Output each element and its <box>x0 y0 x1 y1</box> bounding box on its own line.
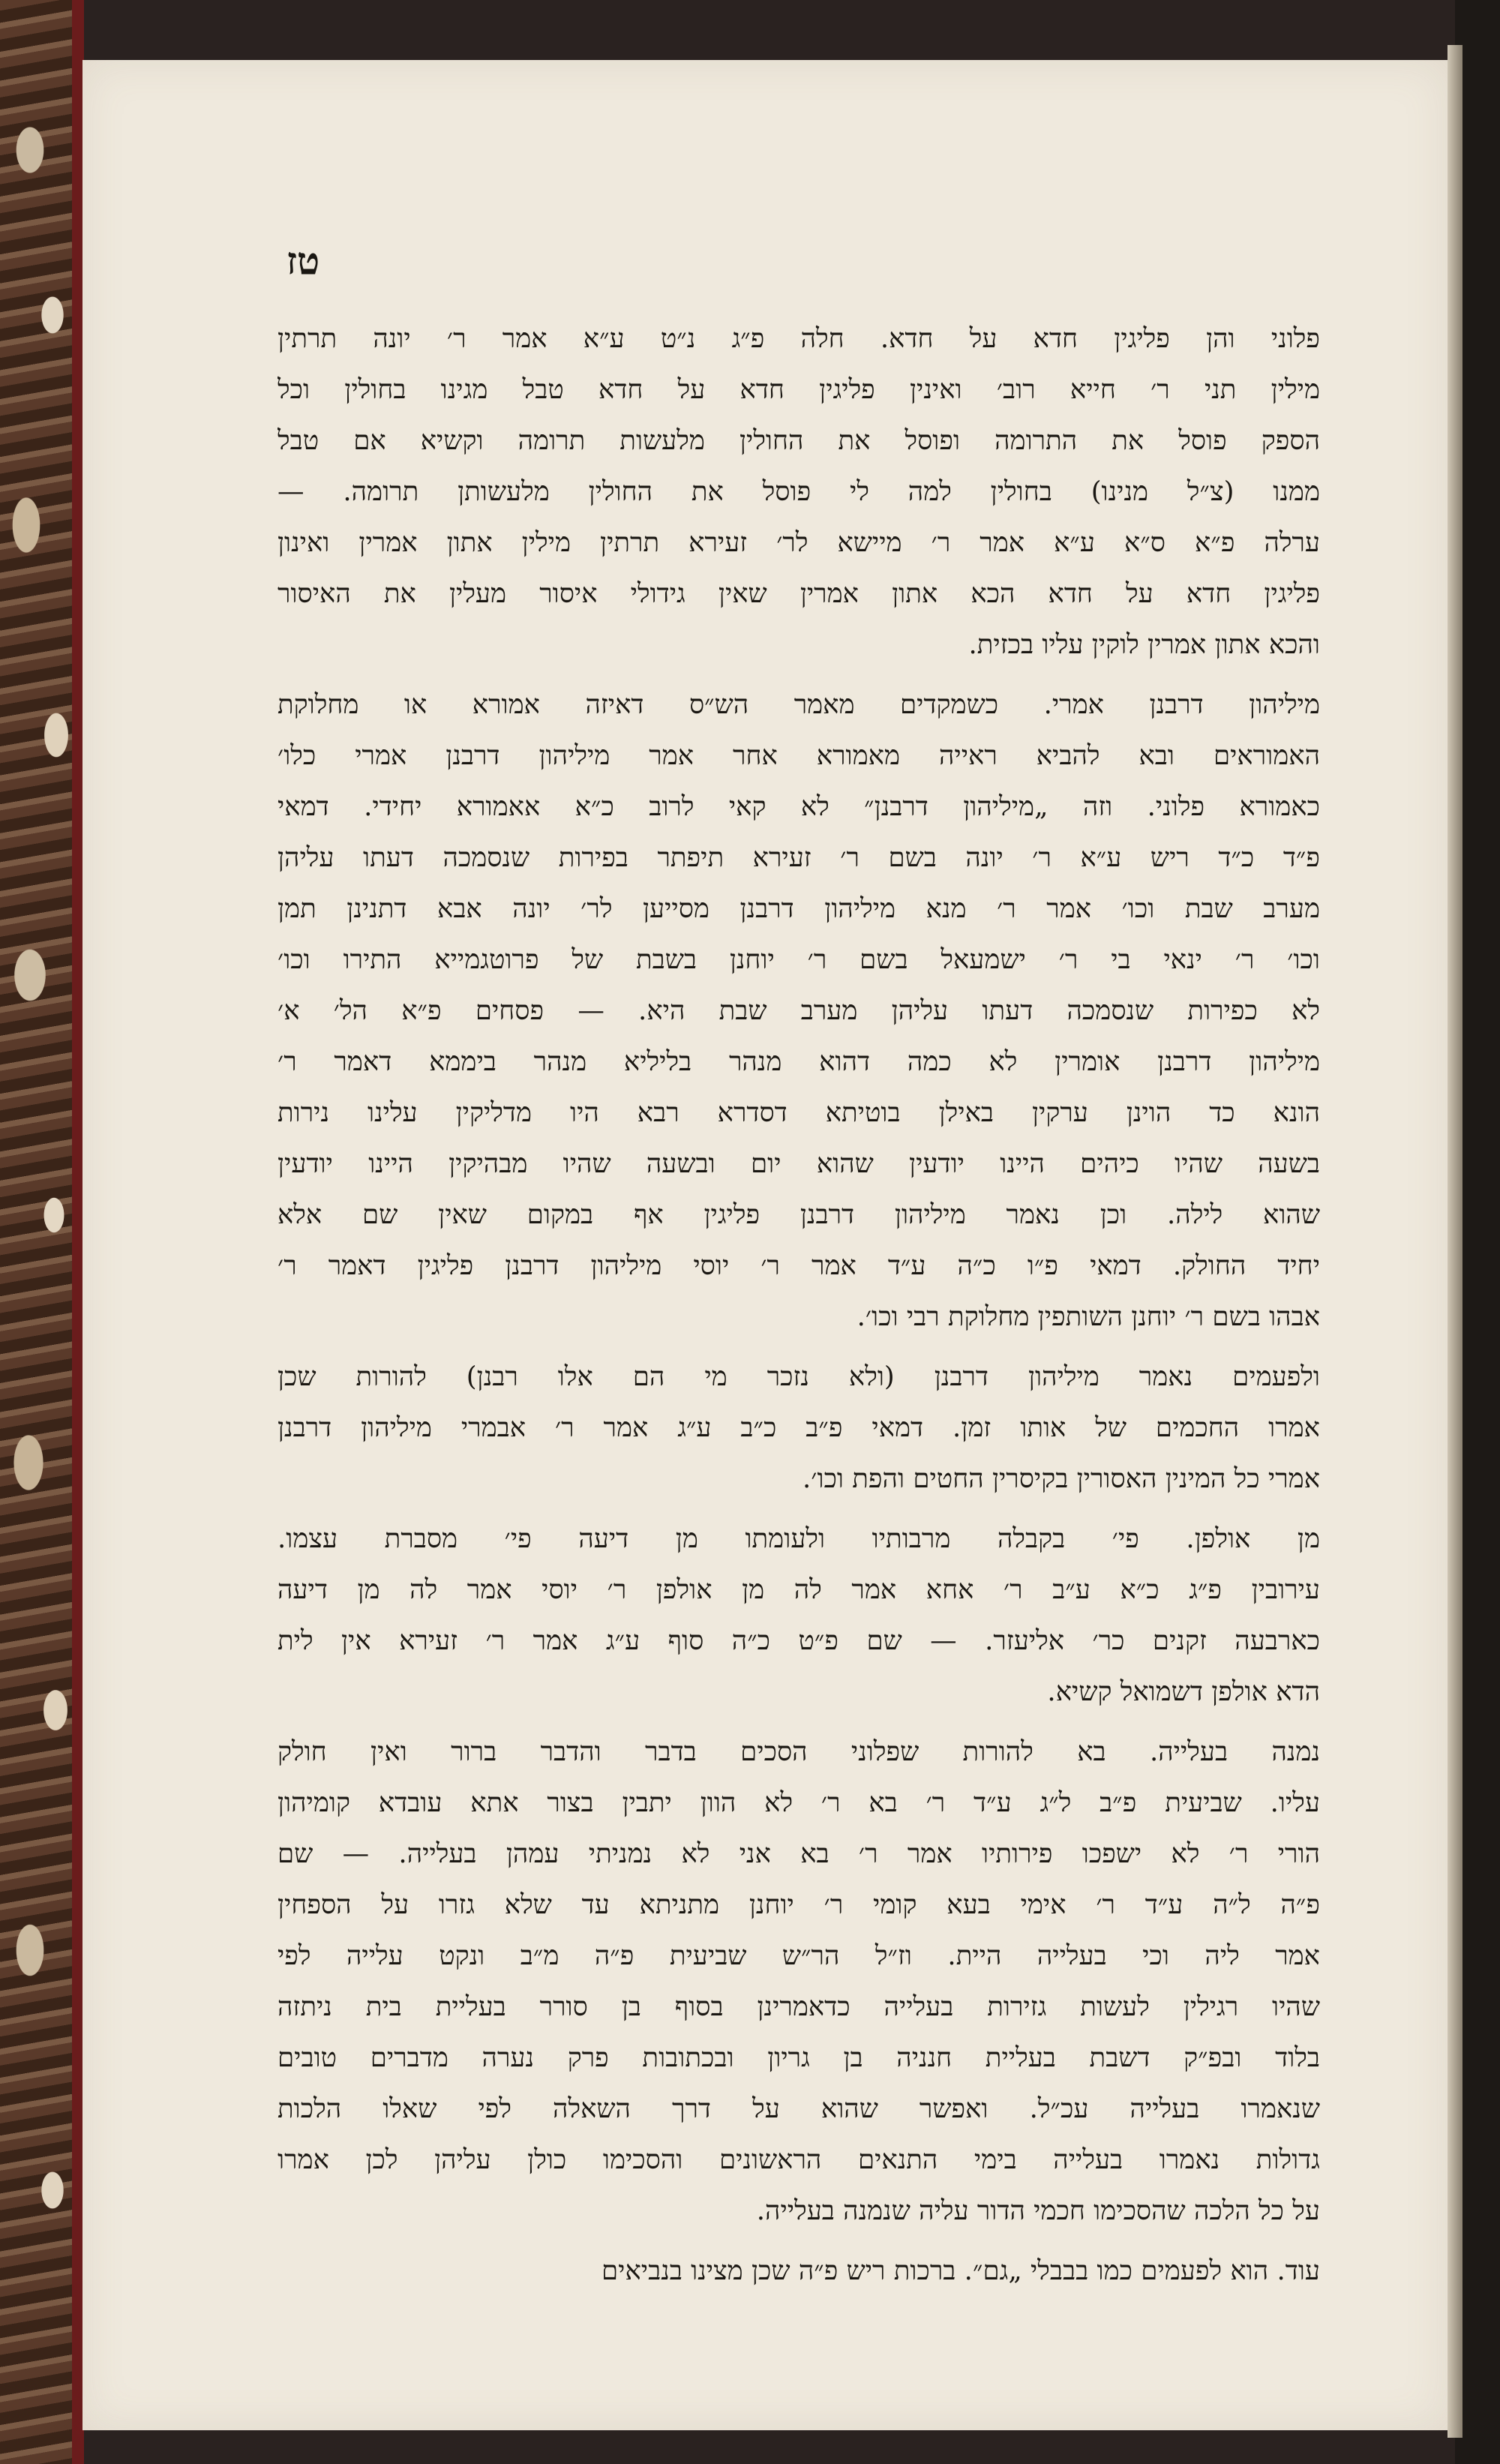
text-line: גדולות נאמרו בעלייה בימי התנאים הראשונים והסכימו כולן עליהן לכן אמרו <box>278 2144 1320 2175</box>
text-line: מיליהון דרבנן אומרין לא כמה דהוא מנהר בליליא מנהר ביממא דאמר ר׳ <box>278 1046 1320 1077</box>
text-line: יחיד החולק. דמאי פ״ו כ״ה ע״ד אמר ר׳ יוסי מיליהון דרבנן פליגין דאמר ר׳ <box>278 1250 1320 1281</box>
text-line: עליו. שביעית פ״ב ל״ג ע״ד ר׳ בא ר׳ לא הוון יתבין בצור אתא עובדא קומיהון <box>278 1787 1320 1818</box>
text-line: פ״ד כ״ד ריש ע״א ר׳ יונה בשם ר׳ זעירא תיפתר בפירות שנסמכה דעתו עליהן <box>278 842 1320 873</box>
text-line: אמרו החכמים של אותו זמן. דמאי פ״ב כ״ב ע״ג אמר ר׳ אבמרי מיליהון דרבנן <box>278 1412 1320 1443</box>
text-line: מיליהון דרבנן אמרי. כשמקדים מאמר הש״ס דאיזה אמורא או מחלוקת <box>278 689 1320 720</box>
paragraph <box>278 1352 1320 1505</box>
text-line: ממנו (צ״ל מנינו) בחולין למה לי פוסל את החולין מלעשותן תרומה. — <box>278 476 1320 507</box>
text-line: עוד. הוא לפעמים כמו בבבלי „גם״. ברכות ריש פ״ה שכן מצינו בנביאים <box>602 2255 1320 2286</box>
text-line: כאמורא פלוני. וזה „מיליהון דרבנן״ לא קאי לרוב כ״א אאמורא יחידי. דמאי <box>278 791 1320 822</box>
text-line: מילין תני ר׳ חייא רוב׳ ואינין פליגין חדא על חדא טבל מגינו בחולין וכל <box>278 374 1320 405</box>
paragraph <box>278 680 1320 1343</box>
paragraph <box>278 1727 1320 2237</box>
page-text <box>278 314 1320 2306</box>
text-line: עירובין פ״ג כ״א ע״ב ר׳ אחא אמר לה מן אולפן ר׳ יוסי אמר לה מן דיעה <box>278 1574 1320 1605</box>
text-line: שהוא לילה. וכן נאמר מיליהון דרבנן פליגין אף במקום שאין שם אלא <box>278 1199 1320 1230</box>
text-line: וכו׳ ר׳ ינאי בי ר׳ ישמעאל בשם ר׳ יוחנן בשבת של פרוטגמייא התירו וכו׳ <box>278 944 1320 975</box>
text-line: אמרי כל המינין האסורין בקיסרין החטים והפת וכו׳. <box>802 1463 1320 1494</box>
text-line: לא כפירות שנסמכה דעתו עליהן מערב שבת היא. — פסחים פ״א הל׳ א׳ <box>278 995 1320 1026</box>
text-line: הספק פוסל את התרומה ופוסל את החולין מלעשות תרומה וקשיא אם טבל <box>278 425 1320 456</box>
marbled-binding <box>0 0 82 2464</box>
text-line: הדא אולפן דשמואל קשיא. <box>1047 1676 1320 1707</box>
text-line: נמנה בעלייה. בא להורות שפלוני הסכים בדבר והדבר ברור ואין חולק <box>278 1736 1320 1767</box>
text-line: אמר ליה וכי בעלייה היית. וז״ל הר״ש שביעית פ״ה מ״ב ונקט עלייה לפי <box>278 1940 1320 1971</box>
text-line: והכא אתון אמרין לוקין עליו בכזית. <box>968 629 1320 660</box>
text-line: מערב שבת וכו׳ אמר ר׳ מנא מיליהון דרבנן מסייען לר׳ יונה אבא דתנינן תמן <box>278 893 1320 924</box>
text-line: פלוני והן פליגין חדא על חדא. חלה פ״ג נ״ט ע״א אמר ר׳ יונה תרתין <box>278 323 1320 354</box>
text-line: פ״ה ל״ה ע״ד ר׳ אימי בעא קומי ר׳ יוחנן מתניתא עד שלא גזרו על הספחין <box>278 1889 1320 1920</box>
text-line: בלוד ובפ״ק דשבת בעליית חנניה בן גריון ובכתובות פרק נערה מדברים טובים <box>278 2042 1320 2073</box>
text-line: אבהו בשם ר׳ יוחנן השותפין מחלוקת רבי וכו׳. <box>856 1301 1320 1332</box>
text-line: הונא כד הוינן ערקין באילן בוטיתא דסדרא רבא היו מדליקין עלינו נירות <box>278 1097 1320 1128</box>
page-number: טז <box>286 239 320 283</box>
page-edge <box>1448 45 1462 2438</box>
text-line: ערלה פ״א ס״א ע״א אמר ר׳ מיישא לר׳ זעירא תרתין מילין אתון אמרין ואינון <box>278 527 1320 558</box>
paragraph <box>278 2246 1320 2297</box>
text-line: האמוראים ובא להביא ראייה מאמורא אחר אמר מיליהון דרבנן אמרי כלו׳ <box>278 740 1320 771</box>
text-line: שנאמרו בעלייה עכ״ל. ואפשר שהוא על דרך השאלה לפי שאלו הלכות <box>278 2093 1320 2124</box>
text-line: בשעה שהיו כיהים היינו יודעין שהוא יום ובשעה שהיו מבהיקין היינו יודעין <box>278 1148 1320 1179</box>
text-line: ולפעמים נאמר מיליהון דרבנן (ולא נזכר מי הם אלו רבנן) להורות שכן <box>278 1361 1320 1392</box>
paragraph <box>278 1514 1320 1718</box>
paragraph <box>278 314 1320 671</box>
text-line: שהיו רגילין לעשות גזירות בעלייה כדאמרינן בסוף בן סורר בעליית בית ניתזה <box>278 1991 1320 2022</box>
text-line: הורי ר׳ לא ישפכו פירותיו אמר ר׳ בא אני לא נמניתי עמהן בעלייה. — שם <box>278 1838 1320 1869</box>
text-line: על כל הלכה שהסכימו חכמי הדור עליה שנמנה בעלייה. <box>756 2195 1320 2226</box>
text-line: כארבעה זקנים כר׳ אליעזר. — שם פ״ט כ״ה סוף ע״ג אמר ר׳ זעירא אין לית <box>278 1625 1320 1656</box>
text-line: פליגין חדא על חדא הכא אתון אמרין שאין גידולי איסור מעלין את האיסור <box>278 578 1320 609</box>
text-line: מן אולפן. פי׳ בקבלה מרבותיו ולעומתו מן דיעה פי׳ מסברת עצמו. <box>278 1523 1320 1554</box>
